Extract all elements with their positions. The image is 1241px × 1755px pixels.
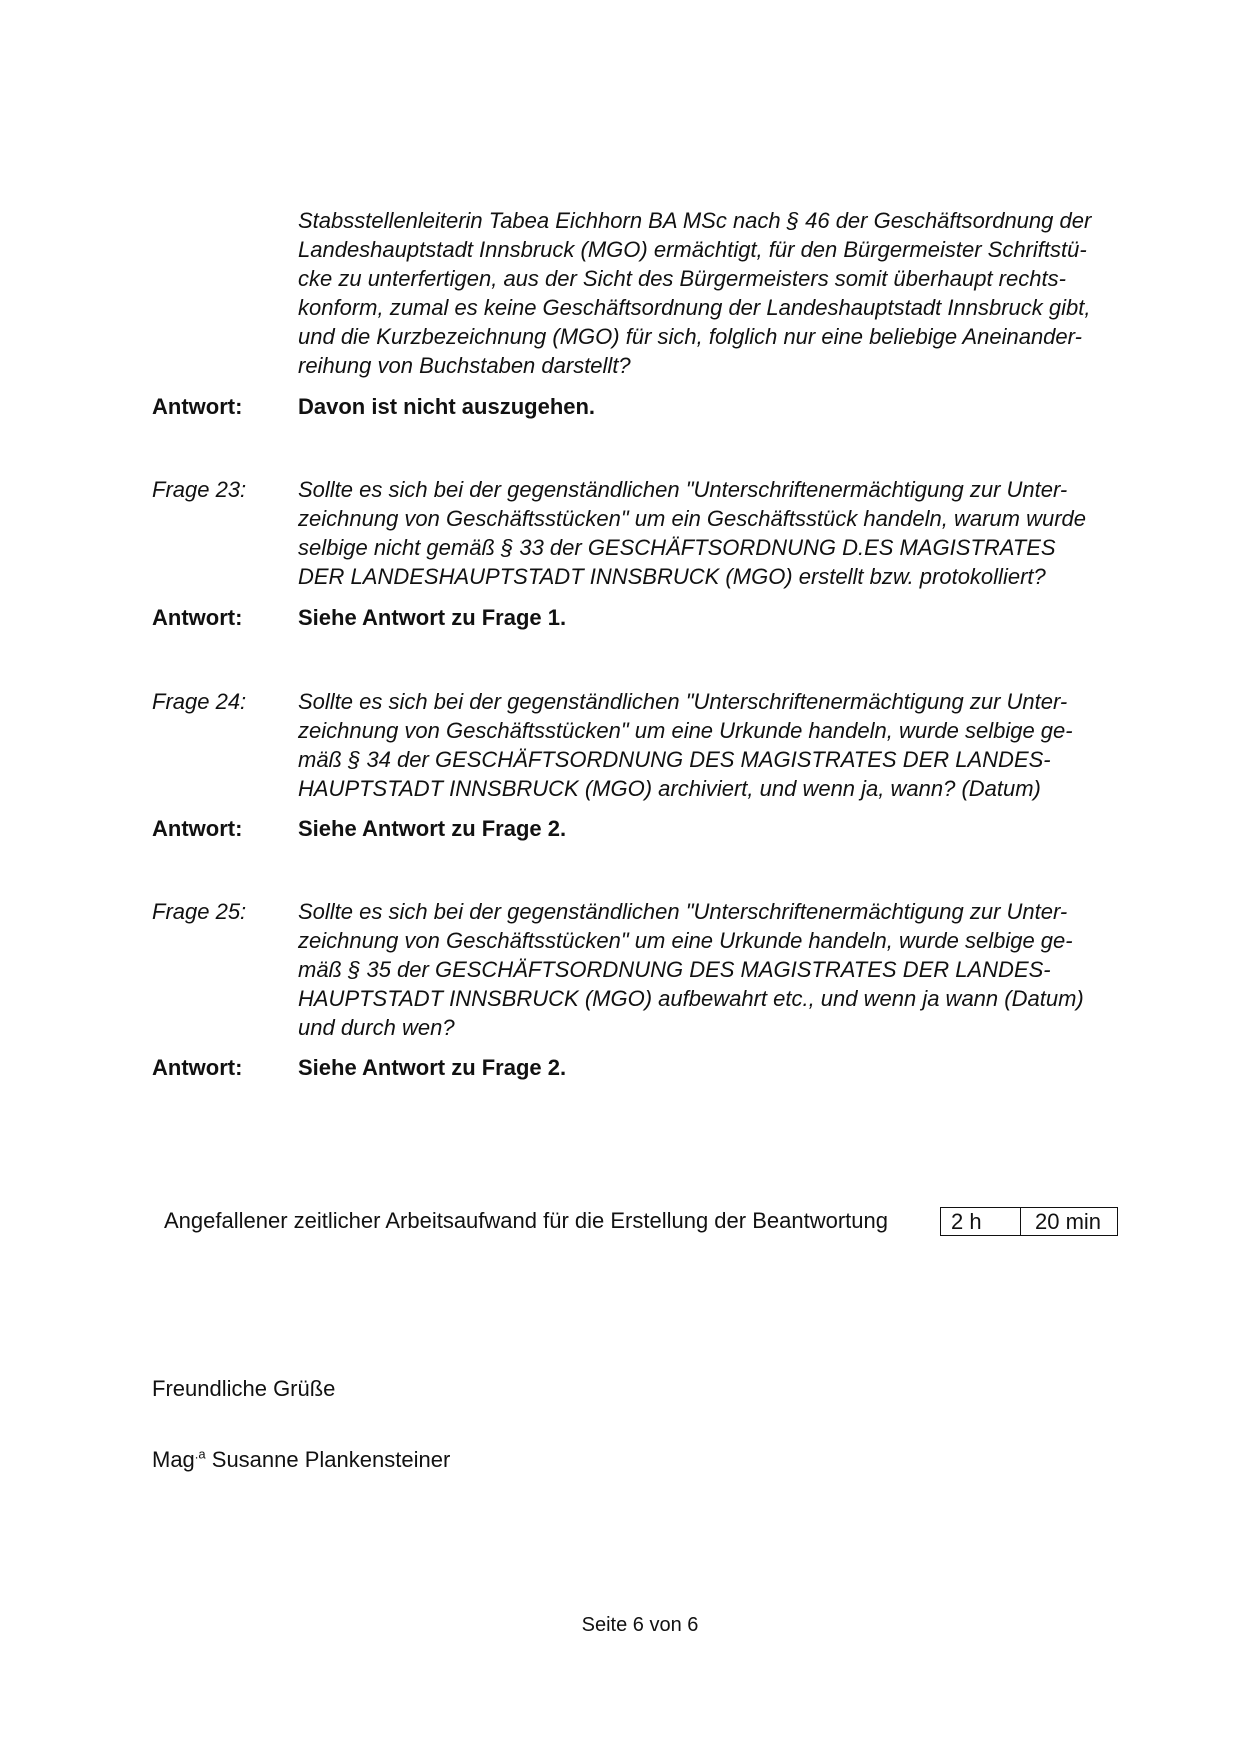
text-line: HAUPTSTADT INNSBRUCK (MGO) archiviert, und wenn ja, wann? (Datum)	[298, 776, 1041, 801]
text-line: und die Kurzbezeichnung (MGO) für sich, folglich nur eine beliebige Aneinander-	[298, 324, 1082, 349]
text-line: mäß § 35 der GESCHÄFTSORDNUNG DES MAGISTRATES DER LANDES-	[298, 957, 1051, 982]
signer-title: Mag	[152, 1447, 195, 1472]
effort-time-table	[940, 1207, 1118, 1236]
text-line: selbige nicht gemäß § 33 der GESCHÄFTSORDNUNG D.ES MAGISTRATES	[298, 535, 1056, 560]
question-label: Frage 24:	[152, 689, 247, 714]
text-line: Landeshauptstadt Innsbruck (MGO) ermächtigt, für den Bürgermeister Schriftstü-	[298, 237, 1087, 262]
text-line: Sollte es sich bei der gegenständlichen "Unterschriftenermächtigung zur Unter-	[298, 689, 1068, 714]
question-label: Frage 25:	[152, 899, 247, 924]
signer-name: Susanne Plankensteiner	[211, 1447, 451, 1472]
question-text	[298, 475, 1140, 591]
text-line: Sollte es sich bei der gegenständlichen "Unterschriftenermächtigung zur Unter-	[298, 477, 1068, 502]
answer-text: Siehe Antwort zu Frage 2.	[298, 816, 567, 841]
question-text	[298, 897, 1140, 1042]
closing-greeting: Freundliche Grüße	[152, 1376, 336, 1401]
answer-label: Antwort:	[152, 394, 243, 419]
effort-hours-cell: 2 h	[941, 1208, 1021, 1235]
text-line: zeichnung von Geschäftsstücken" um ein Geschäftsstück handeln, warum wurde	[298, 506, 1086, 531]
effort-label: Angefallener zeitlicher Arbeitsaufwand für die Erstellung der Beantwortung	[164, 1208, 888, 1233]
page-number: Seite 6 von 6	[581, 1614, 699, 1636]
intro-question-text	[298, 206, 1140, 380]
answer-label: Antwort:	[152, 816, 243, 841]
answer-text: Siehe Antwort zu Frage 2.	[298, 1055, 567, 1080]
text-line: HAUPTSTADT INNSBRUCK (MGO) aufbewahrt etc., und wenn ja wann (Datum)	[298, 986, 1084, 1011]
text-line: Stabsstellenleiterin Tabea Eichhorn BA MSc nach § 46 der Geschäftsordnung der	[298, 208, 1092, 233]
text-line: reihung von Buchstaben darstellt?	[298, 353, 631, 378]
answer-label: Antwort:	[152, 1055, 243, 1080]
text-line: DER LANDESHAUPTSTADT INNSBRUCK (MGO) erstellt bzw. protokolliert?	[298, 564, 1046, 589]
signer-title-suffix: .a	[194, 1446, 206, 1462]
answer-text: Siehe Antwort zu Frage 1.	[298, 605, 567, 630]
text-line: cke zu unterfertigen, aus der Sicht des Bürgermeisters somit überhaupt rechts-	[298, 266, 1066, 291]
text-line: mäß § 34 der GESCHÄFTSORDNUNG DES MAGISTRATES DER LANDES-	[298, 747, 1051, 772]
text-line: zeichnung von Geschäftsstücken" um eine Urkunde handeln, wurde selbige ge-	[298, 928, 1073, 953]
text-line: Sollte es sich bei der gegenständlichen "Unterschriftenermächtigung zur Unter-	[298, 899, 1068, 924]
effort-minutes-cell: 20 min	[1035, 1208, 1102, 1234]
text-line: und durch wen?	[298, 1015, 455, 1040]
answer-label: Antwort:	[152, 605, 243, 630]
answer-text: Davon ist nicht auszugehen.	[298, 394, 596, 419]
effort-statement	[164, 1206, 888, 1236]
signer	[152, 1445, 450, 1474]
question-text	[298, 687, 1140, 803]
question-label: Frage 23:	[152, 477, 247, 502]
text-line: konform, zumal es keine Geschäftsordnung der Landeshauptstadt Innsbruck gibt,	[298, 295, 1091, 320]
text-line: zeichnung von Geschäftsstücken" um eine Urkunde handeln, wurde selbige ge-	[298, 718, 1073, 743]
